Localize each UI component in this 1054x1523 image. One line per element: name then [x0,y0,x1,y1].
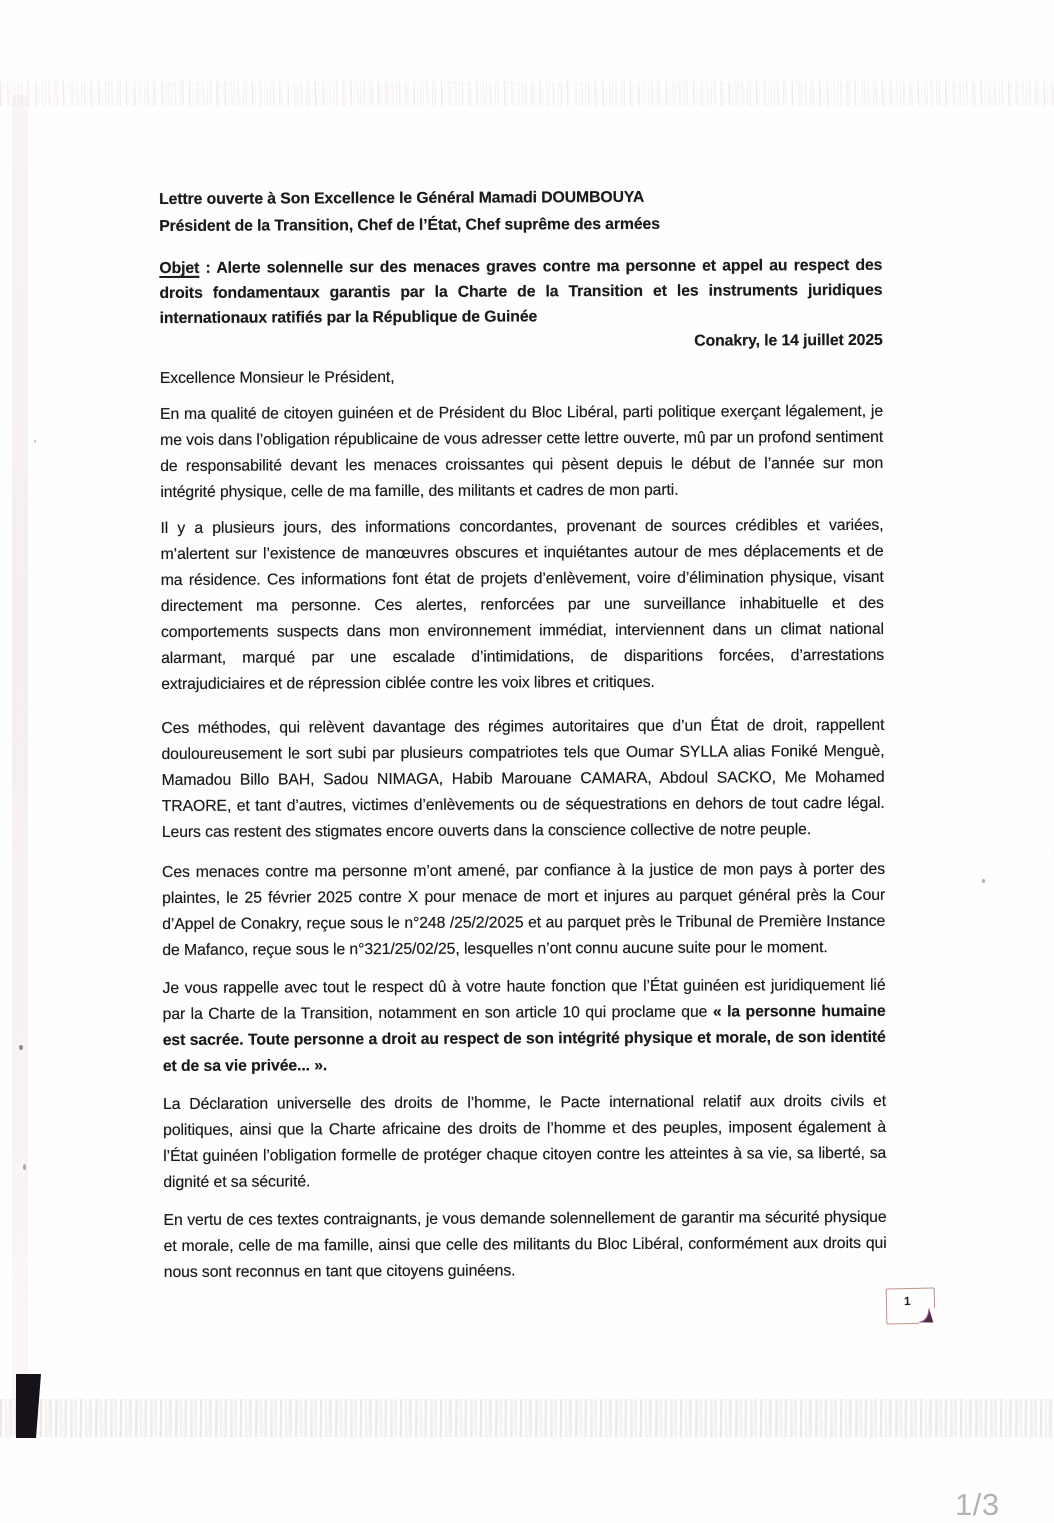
scan-speckle [23,1164,26,1170]
page-indicator: 1/3 [955,1487,1000,1522]
paragraph-5-lead: Je vous rappelle avec tout le respect dû à votre haute fonction que l’État guinéen est juridiquement lié par la Charte de la Transition, notamment en son article 10 qui proclame que [162,976,886,1023]
scan-edge-strip [12,95,28,1435]
letter-title-line2: Président de la Transition, Chef de l’État, Chef suprême des armées [159,215,660,235]
paragraph-4: Ces menaces contre ma personne m’ont amené, par confiance à la justice de mon pays à porter des plaintes, le 25 février 2025 contre X pour menace de mort et injures au parquet général près la Cour d’Appel de Conakry, reçue sous le n°248 /25/2/2025 et au parquet près le Tribunal de Première Instance de Mafanco, reçue sous le n°321/25/02/25, lesquelles n’ont connu aucune suite pour le moment. [161,860,886,959]
scan-speckle [982,879,985,883]
paragraph-1: En ma qualité de citoyen guinéen et de Président du Bloc Libéral, parti politique exerçant légalement, je me vois dans l’obligation républicaine de vous adresser cette lettre ouverte, mû par un profond sentiment de responsabilité devant les menaces croissantes qui pèsent depuis le début de l’année sur mon intégrité physique, celle de ma famille, des militants et cadres de mon parti. [159,402,884,501]
letter-body [159,183,887,1286]
folded-corner-icon [916,1305,937,1325]
paragraph-3: Ces méthodes, qui relèvent davantage des régimes autoritaires que d’un État de droit, rappellent douloureusement le sort subi par plusieurs compatriotes tels que Oumar SYLLA alias Foniké Menguè, Mamadou Billo BAH, Sadou NIMAGA, Habib Marouane CAMARA, Abdoul SACKO, Me Mohamed TRAORE, et tant d’autres, victimes d’enlèvements ou de séquestrations en dehors de tout cadre légal. Leurs cas restent des stigmates encore ouverts dans la conscience collective de notre peuple. [161,716,885,841]
paragraph-2: Il y a plusieurs jours, des informations concordantes, provenant de sources crédibles et variées, m’alertent sur l’existence de manœuvres obscures et inquiétantes autour de mes déplacements et de ma résidence. Ces informations font état de projets d’enlèvement, voire d’élimination physique, visant directement ma personne. Ces alertes, renforcées par une surveillance inhabituelle et des comportements suspects dans mon environnement immédiat, interviennent dans un climat national alarmant, marqué par une escalade d’intimidations, de disparitions forcées, d’arrestations extrajudiciaires et de répression ciblée contre les voix libres et critiques. [160,516,885,693]
subject-text: : Alerte solennelle sur des menaces graves contre ma personne et appel au respect des droits fondamentaux garantis par la Charte de la Transition et les instruments juridiques internationaux ratifiés par la République de Guinée [159,256,883,327]
subject-label: Objet [159,259,200,277]
article10-quote: « la personne humaine est sacrée. Toute personne a droit au respect de son intégrité physique et morale, de son identité et de sa vie privée... ». [162,1002,886,1075]
paragraph-7: En vertu de ces textes contraignants, je vous demande solennellement de garantir ma sécurité physique et morale, celle de ma famille, ainsi que celle des militants du Bloc Libéral, conformément aux droits qui nous sont reconnus en tant que citoyens guinéens. [163,1208,887,1281]
scan-speckle [34,440,36,443]
letter-title-line1: Lettre ouverte à Son Excellence le Général Mamadi DOUMBOUYA [159,188,645,208]
scan-speckle [19,1045,23,1050]
scan-noise-bottom [0,1399,1054,1437]
subject-line [159,253,882,331]
page-stamp-number: 1 [903,1293,911,1309]
salutation: Excellence Monsieur le Président, [159,368,395,387]
paragraph-5 [162,973,885,1080]
date-line: Conakry, le 14 juillet 2025 [694,331,883,350]
scan-noise-top [0,81,1054,106]
paragraph-6: La Déclaration universelle des droits de l’homme, le Pacte international relatif aux droits civils et politiques, ainsi que la Charte africaine des droits de l’homme et des peuples, imposent également à l’État guinéen l’obligation formelle de protéger chaque citoyen contre les atteintes à sa vie, sa liberté, sa dignité et sa sécurité. [162,1092,887,1191]
page-stamp-box [886,1287,936,1324]
